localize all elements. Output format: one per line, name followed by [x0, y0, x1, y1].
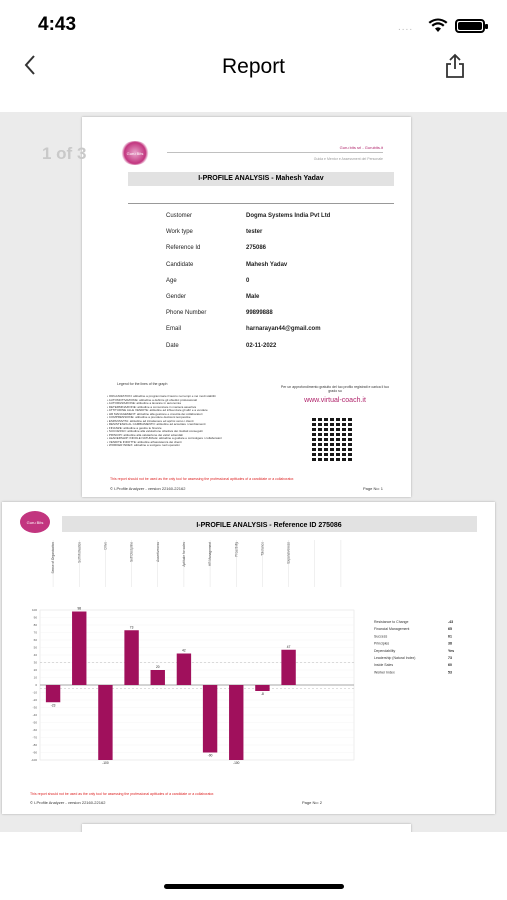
y-tick-label: -20	[32, 698, 37, 703]
info-label: Candidate	[166, 261, 194, 268]
category-label: Proactivity	[234, 542, 239, 557]
bar-value-label: -90	[207, 753, 213, 758]
legend-item: • SUCCESSO: attitudine alla valutazione obiettiva dei risultati conseguiti	[107, 429, 203, 433]
category-label: Assertiveness	[155, 542, 160, 562]
info-row	[166, 262, 386, 278]
chart-bar	[229, 685, 243, 760]
side-table-value: 73	[448, 656, 452, 660]
chart-bar	[72, 612, 86, 686]
side-table-label: Inside Sales	[374, 663, 394, 668]
info-value: 275086	[246, 245, 267, 252]
brand-logo-text: Guru Bits	[26, 520, 44, 525]
info-label: Email	[166, 326, 182, 333]
legend-item: • ESPANSIVITA: attitudine ad intrattenere ed aprirsi verso i clienti	[107, 418, 194, 423]
nav-bar	[0, 45, 507, 95]
info-row	[166, 229, 386, 245]
legend-item: • ORGANIZATION: attitudine a programmare il lavoro nei tempi e nei modi stabiliti	[107, 394, 216, 398]
info-row	[166, 326, 386, 342]
info-row	[166, 310, 386, 326]
y-tick-label: -10	[32, 690, 37, 695]
legend-item: • VENDITE INDOTTE: attitudine all'assistenza dei clienti	[107, 439, 182, 444]
promo-text: Per un approfondimento gratuito del tuo profilo registrati e carica il tuo grado su	[280, 385, 390, 393]
side-table-value: -43	[448, 620, 454, 624]
info-label: Reference Id	[166, 245, 201, 252]
side-table-value: 53	[448, 670, 452, 675]
pdf-page-3	[82, 824, 411, 832]
side-table-value: Yes	[448, 648, 455, 653]
side-table-label: Resistance to Change	[374, 620, 409, 624]
legend-item: • RESISTENZA AL CAMBIAMENTO: attitudine ad accettare i cambiamenti	[107, 422, 206, 426]
side-table-value: 60	[448, 663, 452, 668]
y-tick-label: 0	[35, 683, 37, 688]
qr-code	[310, 417, 354, 461]
profile-chart	[2, 502, 495, 814]
report-title: I-PROFILE ANALYSIS - Mahesh Yadav	[128, 172, 394, 186]
header-divider	[167, 152, 383, 153]
y-tick-label: 100	[31, 608, 37, 613]
pdf-page-1	[82, 117, 411, 497]
legend-item: • LEADERSHIP: INDOLE NATURALE: attitudine a guidare e coinvolgere i collaboratori	[107, 436, 222, 440]
info-row	[166, 245, 386, 261]
info-row	[166, 278, 386, 294]
legend-list	[107, 395, 277, 448]
brand-logo: Guru Bits	[120, 141, 150, 165]
page-counter: 1 of 3	[42, 144, 87, 163]
side-table-label: Financial Management	[374, 627, 410, 632]
info-value: 0	[246, 277, 250, 284]
y-tick-label: -80	[32, 743, 37, 748]
bar-value-label: -100	[102, 761, 109, 765]
info-value: tester	[246, 229, 263, 236]
legend-item: • AUTORIZZAZIONE: attitudine a lavorare in autonomia	[107, 401, 181, 405]
y-tick-label: -100	[30, 758, 37, 763]
legend-item: • WORKER INDEX: attitudine a svolgere ruoli operativi	[107, 443, 180, 447]
side-table-value: 38	[448, 641, 452, 646]
chart-bar	[98, 685, 112, 760]
footer-version: © I-Profile Analyzer - version 22160-22162	[30, 800, 106, 805]
info-value: 02-11-2022	[246, 342, 277, 349]
y-tick-label: 70	[33, 630, 37, 635]
category-label: HR Management	[208, 542, 213, 567]
bar-value-label: 42	[182, 648, 186, 653]
category-label: Drive	[103, 542, 108, 550]
y-tick-label: 30	[33, 660, 37, 665]
y-tick-label: -70	[32, 735, 37, 740]
chart-bar	[177, 654, 191, 686]
share-icon[interactable]	[444, 53, 466, 79]
y-tick-label: 20	[33, 668, 37, 673]
home-indicator[interactable]	[164, 884, 344, 889]
legend-item: • DETERMINAZIONE: attitudine a comunicare in maniera assertiva	[107, 404, 197, 409]
header-company: Guru bits srl - Gurubits.it	[339, 145, 383, 150]
header-tagline: Guida e Mentor e Assessment del Personale	[313, 157, 383, 161]
page-title: Report	[221, 55, 286, 78]
info-label: Phone Number	[166, 310, 207, 317]
info-label: Date	[166, 342, 179, 349]
info-value: 99899888	[246, 310, 273, 317]
footer-version: © I-Profile Analyzer - version 22160-22162	[110, 486, 186, 491]
footer-page-number: Page No: 1	[362, 486, 383, 491]
promo-link[interactable]: www.virtual-coach.it	[304, 397, 366, 404]
chart-bar	[124, 630, 138, 685]
footer-page-number: Page No: 2	[302, 800, 323, 805]
status-bar	[0, 0, 507, 50]
info-row	[166, 213, 386, 229]
info-value: harnarayan44@gmail.com	[246, 326, 321, 333]
status-time: 4:43	[38, 14, 77, 35]
y-tick-label: 50	[33, 645, 37, 650]
category-label: Sense of Organisation	[51, 542, 56, 574]
chart-bar	[281, 650, 295, 685]
signal-icon: ....	[398, 22, 414, 33]
pdf-viewer[interactable]	[0, 112, 507, 832]
side-table-label: Dependability	[374, 648, 396, 653]
legend-item: • PRINCIPI: attitudine alla valutazione dei valori aziendali	[107, 432, 183, 437]
y-tick-label: -40	[32, 713, 37, 718]
category-label: Aptitude for sales	[181, 542, 186, 567]
y-tick-label: -30	[32, 705, 37, 710]
y-tick-label: 90	[33, 615, 37, 620]
info-label: Gender	[166, 293, 187, 300]
wifi-icon	[428, 18, 448, 33]
info-label: Age	[166, 277, 177, 284]
legend-title: Legend for the lines of the graph	[117, 382, 168, 386]
side-table-value: 65	[448, 627, 452, 632]
legend-item: • FINANZE: attitudine a gestire le finanze	[107, 425, 162, 430]
y-tick-label: 60	[33, 638, 37, 643]
y-tick-label: -60	[32, 728, 37, 733]
side-table-label: Leadership (Natural Index)	[374, 656, 416, 660]
legend-item: • HR MANAGEMENT: attitudine alla gestione e crescita dei collaboratori	[107, 411, 203, 416]
info-label: Customer	[166, 213, 193, 219]
disclaimer: This report should not be used as the only tool for assessing the professional aptitudes of a candidate or a collaborator.	[30, 792, 215, 796]
bar-value-label: -100	[233, 761, 240, 765]
legend-item: • ATTITUDINE ALLE VENDITE: attitudine ad influenzare gli altri e a vendere	[107, 408, 208, 412]
category-label: Expansiveness	[286, 542, 291, 564]
category-label: Self Motivation	[77, 542, 82, 563]
y-tick-label: -90	[32, 750, 37, 755]
category-label: Self Discipline	[129, 542, 134, 563]
y-tick-label: -50	[32, 720, 37, 725]
y-tick-label: 80	[33, 623, 37, 628]
legend-item: • AUTOMOTIVAZIONE: attitudine a definire gli obiettivi professionali	[107, 397, 197, 402]
chart-bar	[46, 685, 60, 702]
divider	[128, 203, 394, 204]
y-tick-label: 10	[33, 675, 37, 680]
bar-value-label: -8	[260, 692, 264, 696]
chart-bar	[203, 685, 217, 753]
side-table-label: Principles	[374, 641, 390, 646]
chart-bar	[255, 685, 269, 691]
bar-value-label: 98	[77, 606, 82, 611]
pdf-page-2	[2, 502, 495, 814]
legend-item: • COMPRENSIONE: attitudine a prendere decisioni tempestive	[107, 415, 191, 419]
bar-value-label: 20	[155, 665, 160, 669]
info-value: Male	[246, 293, 260, 300]
side-table-value: 61	[448, 634, 452, 639]
info-label: Work type	[166, 229, 193, 236]
bar-value-label: -23	[50, 703, 56, 708]
category-label: Tolerance	[260, 542, 265, 556]
side-table-label: Worker Index	[374, 670, 395, 675]
chart-bar	[151, 670, 165, 685]
report-title: I-PROFILE ANALYSIS - Reference ID 275086	[196, 522, 342, 529]
info-value: Dogma Systems India Pvt Ltd	[246, 213, 331, 219]
disclaimer: This report should not be used as the only tool for assessing the professional aptitudes of a candidate or a collaborator.	[110, 477, 295, 481]
info-row	[166, 343, 386, 359]
battery-icon	[455, 19, 485, 33]
bar-value-label: 47	[286, 644, 291, 649]
info-row	[166, 294, 386, 310]
candidate-info	[166, 213, 386, 359]
y-tick-label: 40	[33, 653, 37, 658]
info-value: Mahesh Yadav	[246, 261, 288, 268]
side-table-label: Success	[374, 634, 388, 639]
bar-value-label: 73	[129, 625, 134, 630]
